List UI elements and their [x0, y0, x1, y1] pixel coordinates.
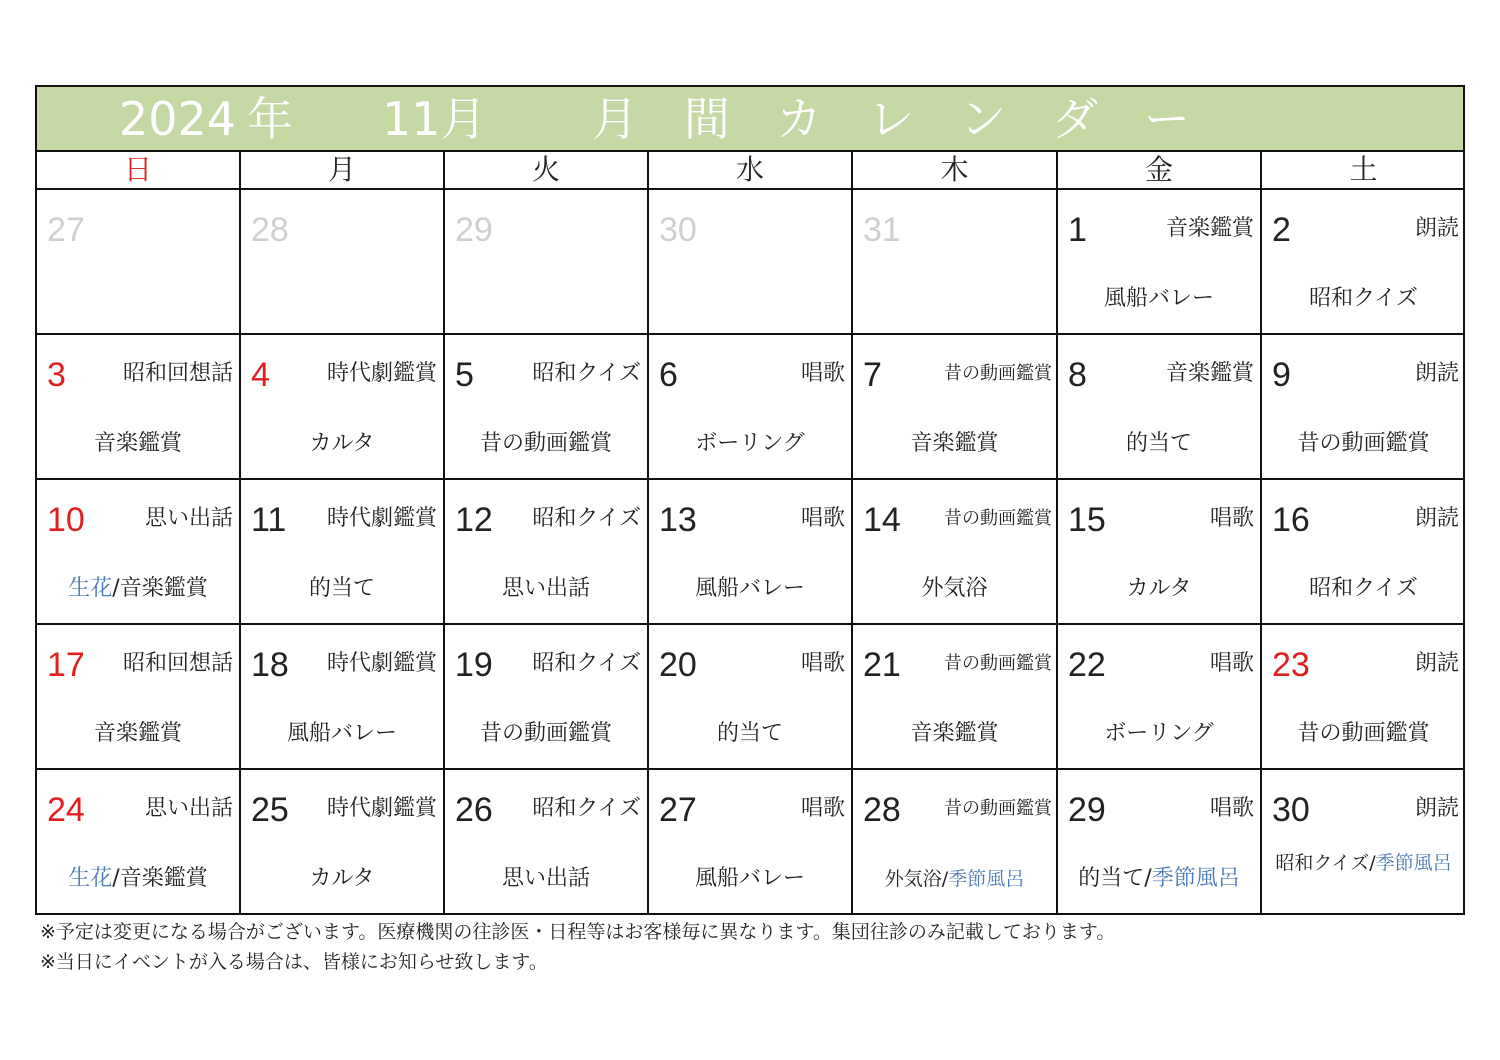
- event-secondary-text: カルタ: [309, 866, 375, 891]
- event-secondary: [1058, 864, 1260, 894]
- event-primary: 昔の動画鑑賞: [944, 653, 1052, 674]
- event-secondary-text: 音楽鑑賞: [93, 431, 182, 456]
- event-secondary-text: 的当て: [308, 576, 375, 601]
- event-bath-label: 季節風呂: [1375, 852, 1452, 874]
- day-number: 15: [1068, 501, 1106, 539]
- event-primary: 昭和クイズ: [532, 796, 641, 821]
- event-secondary: [853, 429, 1056, 459]
- event-primary: 唱歌: [800, 651, 845, 676]
- event-secondary: [445, 864, 647, 894]
- event-secondary: [445, 719, 647, 749]
- event-secondary-text: 的当て: [716, 721, 783, 746]
- notes: [40, 917, 1115, 977]
- event-secondary: [1058, 574, 1260, 604]
- event-secondary-text: ボーリング: [1104, 721, 1214, 746]
- day-cell: [853, 190, 1058, 335]
- event-primary: 朗読: [1414, 796, 1459, 821]
- event-secondary-text: /音楽鑑賞: [112, 866, 208, 891]
- event-secondary: [241, 719, 443, 749]
- event-secondary-text: 音楽鑑賞: [93, 721, 182, 746]
- event-secondary-text: 昔の動画鑑賞: [1297, 721, 1430, 746]
- event-secondary-text: 昭和クイズ: [1309, 576, 1418, 601]
- event-primary: 朗読: [1414, 361, 1459, 386]
- day-number: 22: [1068, 646, 1106, 684]
- event-secondary-text: 的当て: [1125, 431, 1192, 456]
- day-number: 28: [251, 211, 289, 249]
- day-cell: [853, 625, 1058, 770]
- day-cell: [1058, 335, 1262, 480]
- event-secondary-text: 音楽鑑賞: [910, 721, 999, 746]
- day-number: 31: [863, 211, 901, 249]
- day-number: 8: [1068, 356, 1087, 394]
- event-bath-label: 季節風呂: [948, 868, 1025, 890]
- event-secondary: [37, 429, 239, 459]
- day-cell: [649, 480, 853, 625]
- event-primary: 昭和回想話: [122, 361, 233, 386]
- day-number: 9: [1272, 356, 1291, 394]
- day-number: 5: [455, 356, 474, 394]
- event-secondary: [649, 719, 851, 749]
- day-cell: [1058, 625, 1262, 770]
- event-secondary: [1058, 719, 1260, 749]
- day-cell: [241, 480, 445, 625]
- event-primary: 昔の動画鑑賞: [944, 363, 1052, 384]
- event-secondary-text: 風船バレー: [286, 721, 397, 746]
- event-primary: 昭和クイズ: [532, 361, 641, 386]
- day-cell: [241, 335, 445, 480]
- day-cell: [1262, 625, 1465, 770]
- title-month: 11月: [382, 92, 487, 146]
- event-secondary: [853, 864, 1056, 894]
- event-secondary-text: カルタ: [1126, 576, 1192, 601]
- day-number: 6: [659, 356, 678, 394]
- event-secondary: [241, 864, 443, 894]
- title-year: 2024: [119, 92, 237, 146]
- event-primary: 音楽鑑賞: [1165, 361, 1254, 386]
- day-number: 29: [455, 211, 493, 249]
- event-secondary: [649, 864, 851, 894]
- day-number: 24: [47, 791, 85, 829]
- note-line: ※予定は変更になる場合がございます。医療機関の往診医・日程等はお客様毎に異なります。集団往診のみ記載しております。: [40, 921, 1116, 943]
- day-cell: [1058, 480, 1262, 625]
- day-cell: [1058, 190, 1262, 335]
- day-cell: [37, 480, 241, 625]
- event-primary: 時代劇鑑賞: [326, 361, 437, 386]
- event-secondary-text: 昭和クイズ/: [1275, 852, 1376, 874]
- event-secondary: [445, 429, 647, 459]
- note-line: ※当日にイベントが入る場合は、皆様にお知らせ致します。: [40, 951, 548, 973]
- event-secondary-text: 風船バレー: [694, 576, 805, 601]
- event-primary: 昔の動画鑑賞: [944, 508, 1052, 529]
- day-number: 20: [659, 646, 697, 684]
- day-cell: [241, 190, 445, 335]
- day-cell: [649, 190, 853, 335]
- event-secondary-text: カルタ: [309, 431, 375, 456]
- event-primary: 思い出話: [144, 506, 233, 531]
- day-number: 27: [47, 211, 85, 249]
- event-bath-label: 季節風呂: [1151, 866, 1240, 891]
- weekday-header: 火: [445, 152, 649, 190]
- day-cell: [445, 770, 649, 915]
- title-nen: 年: [247, 92, 293, 146]
- day-cell: [649, 625, 853, 770]
- event-secondary: [649, 574, 851, 604]
- day-cell: [1262, 770, 1465, 915]
- event-primary: 昔の動画鑑賞: [944, 798, 1052, 819]
- event-secondary: [1262, 719, 1465, 749]
- event-primary: 時代劇鑑賞: [326, 651, 437, 676]
- event-secondary-text: 外気浴/: [884, 868, 949, 890]
- day-number: 12: [455, 501, 493, 539]
- event-secondary: [1058, 284, 1260, 314]
- event-primary: 昭和クイズ: [532, 651, 641, 676]
- day-cell: [37, 770, 241, 915]
- event-primary: 唱歌: [1209, 796, 1254, 821]
- day-cell: [1058, 770, 1262, 915]
- event-secondary: [1262, 284, 1465, 314]
- event-secondary: [853, 719, 1056, 749]
- day-number: 27: [659, 791, 697, 829]
- event-secondary: [1262, 852, 1465, 874]
- calendar-title-bar: [37, 87, 1463, 152]
- day-cell: [1262, 190, 1465, 335]
- day-number: 10: [47, 501, 85, 539]
- event-secondary-text: 昔の動画鑑賞: [479, 721, 612, 746]
- day-cell: [1262, 480, 1465, 625]
- day-cell: [853, 770, 1058, 915]
- event-flower-label: 生花: [68, 576, 113, 601]
- day-cell: [445, 480, 649, 625]
- event-primary: 時代劇鑑賞: [326, 796, 437, 821]
- day-number: 14: [863, 501, 901, 539]
- event-secondary: [1058, 429, 1260, 459]
- day-number: 18: [251, 646, 289, 684]
- event-primary: 唱歌: [1209, 506, 1254, 531]
- event-secondary: [1262, 429, 1465, 459]
- day-cell: [241, 770, 445, 915]
- event-secondary-text: /音楽鑑賞: [112, 576, 208, 601]
- event-primary: 朗読: [1414, 651, 1459, 676]
- day-number: 11: [251, 501, 287, 539]
- day-cell: [37, 625, 241, 770]
- event-primary: 音楽鑑賞: [1165, 216, 1254, 241]
- calendar: [35, 85, 1465, 915]
- event-primary: 昭和回想話: [122, 651, 233, 676]
- day-number: 29: [1068, 791, 1106, 829]
- day-cell: [445, 190, 649, 335]
- event-secondary-text: 外気浴: [921, 576, 988, 601]
- day-number: 3: [47, 356, 66, 394]
- day-number: 30: [1272, 791, 1310, 829]
- event-secondary: [853, 574, 1056, 604]
- title-label: 月 間 カ レ ン ダ ー: [592, 92, 1190, 146]
- event-secondary-text: 風船バレー: [1103, 286, 1214, 311]
- day-cell: [853, 335, 1058, 480]
- day-number: 13: [659, 501, 697, 539]
- weekday-header: 日: [37, 152, 241, 190]
- event-primary: 昭和クイズ: [532, 506, 641, 531]
- day-number: 21: [863, 646, 901, 684]
- event-secondary-text: 昔の動画鑑賞: [1297, 431, 1430, 456]
- event-secondary-text: 的当て/: [1078, 866, 1152, 891]
- event-secondary: [1262, 574, 1465, 604]
- event-primary: 時代劇鑑賞: [326, 506, 437, 531]
- day-cell: [649, 770, 853, 915]
- day-cell: [445, 625, 649, 770]
- event-secondary: [37, 719, 239, 749]
- event-primary: 朗読: [1414, 506, 1459, 531]
- event-secondary-text: 風船バレー: [694, 866, 805, 891]
- day-number: 2: [1272, 211, 1291, 249]
- day-number: 1: [1068, 211, 1087, 249]
- day-number: 17: [47, 646, 85, 684]
- day-number: 16: [1272, 501, 1310, 539]
- day-number: 25: [251, 791, 289, 829]
- event-primary: 思い出話: [144, 796, 233, 821]
- day-number: 26: [455, 791, 493, 829]
- event-primary: 唱歌: [800, 506, 845, 531]
- event-secondary: [37, 864, 239, 894]
- event-primary: 唱歌: [800, 796, 845, 821]
- event-flower-label: 生花: [68, 866, 113, 891]
- day-number: 7: [863, 356, 882, 394]
- weekday-header: 水: [649, 152, 853, 190]
- event-secondary: [241, 574, 443, 604]
- weekday-header: 金: [1058, 152, 1262, 190]
- event-secondary-text: ボーリング: [695, 431, 805, 456]
- day-number: 19: [455, 646, 493, 684]
- day-cell: [37, 335, 241, 480]
- day-number: 23: [1272, 646, 1310, 684]
- event-secondary-text: 昭和クイズ: [1309, 286, 1418, 311]
- event-secondary-text: 音楽鑑賞: [910, 431, 999, 456]
- day-cell: [37, 190, 241, 335]
- weekday-header: 土: [1262, 152, 1465, 190]
- day-cell: [649, 335, 853, 480]
- day-cell: [241, 625, 445, 770]
- day-cell: [853, 480, 1058, 625]
- event-primary: 唱歌: [800, 361, 845, 386]
- day-number: 4: [251, 356, 270, 394]
- event-secondary: [241, 429, 443, 459]
- weekday-header: 月: [241, 152, 445, 190]
- event-secondary: [445, 574, 647, 604]
- weekday-header: 木: [853, 152, 1058, 190]
- event-secondary-text: 思い出話: [501, 866, 590, 891]
- day-number: 28: [863, 791, 901, 829]
- event-primary: 唱歌: [1209, 651, 1254, 676]
- day-number: 30: [659, 211, 697, 249]
- event-secondary: [649, 429, 851, 459]
- event-primary: 朗読: [1414, 216, 1459, 241]
- day-cell: [445, 335, 649, 480]
- event-secondary-text: 昔の動画鑑賞: [479, 431, 612, 456]
- event-secondary-text: 思い出話: [501, 576, 590, 601]
- event-secondary: [37, 574, 239, 604]
- day-cell: [1262, 335, 1465, 480]
